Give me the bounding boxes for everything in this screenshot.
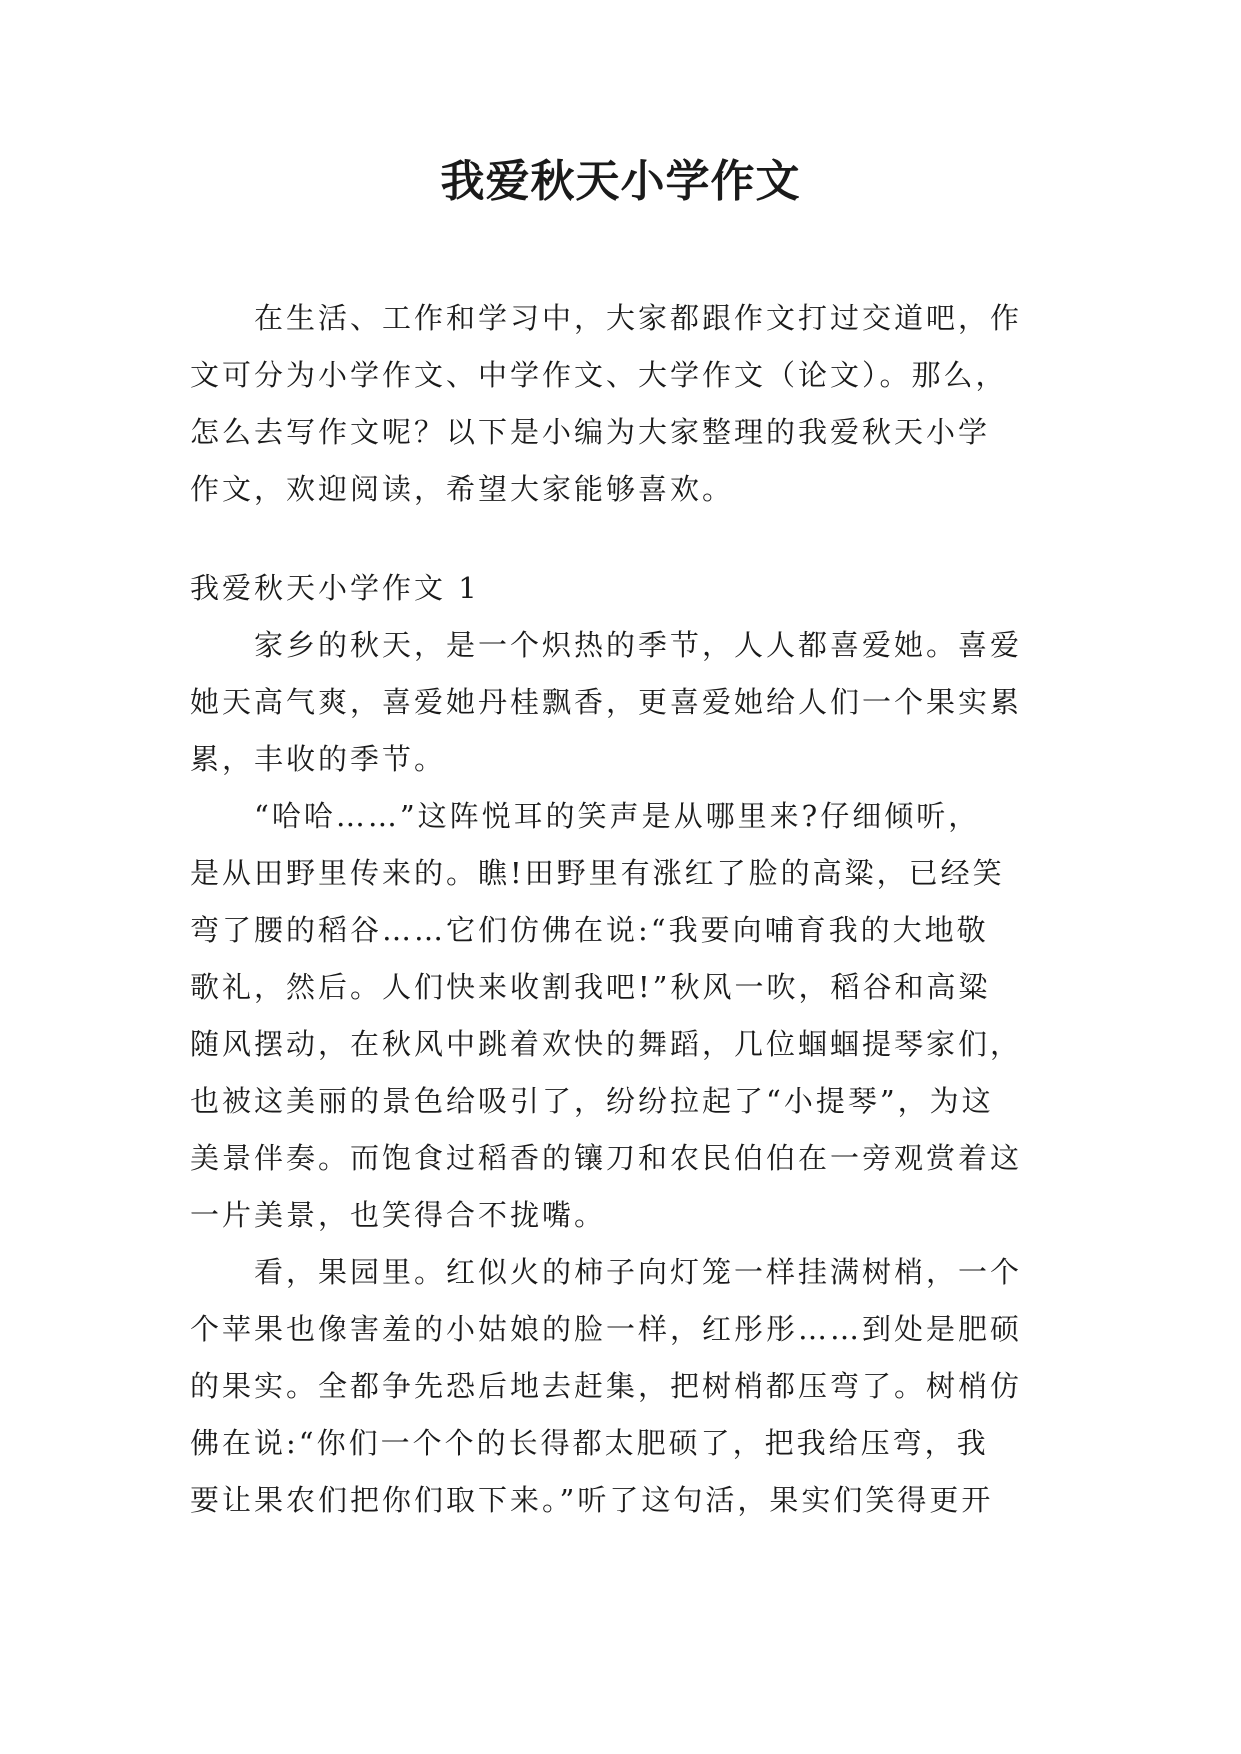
paragraph-line: 看，果园里。红似火的柿子向灯笼一样挂满树梢，一个 [254, 1255, 1023, 1289]
paragraph-line: 要让果农们把你们取下来。”听了这句活，果实们笑得更开 [190, 1483, 994, 1517]
paragraph-line: 美景伴奏。而饱食过稻香的镶刀和农民伯伯在一旁观赏着这 [190, 1141, 1023, 1175]
paragraph-line: 家乡的秋天，是一个炽热的季节，人人都喜爱她。喜爱 [254, 628, 1023, 662]
paragraph-line: “哈哈……”这阵悦耳的笑声是从哪里来?仔细倾听， [254, 799, 981, 833]
spacer [190, 518, 1050, 560]
paragraph-line: 佛在说:“你们一个个的长得都太肥硕了，把我给压弯，我 [190, 1426, 989, 1460]
intro-line: 在生活、工作和学习中，大家都跟作文打过交道吧，作 [254, 301, 1023, 335]
paragraph-1 [190, 617, 1050, 788]
section-heading: 我爱秋天小学作文 1 [190, 571, 480, 605]
paragraph-line: 弯了腰的稻谷……它们仿佛在说:“我要向哺育我的大地敬 [190, 913, 989, 947]
document-title: 我爱秋天小学作文 [440, 156, 801, 207]
paragraph-line: 个苹果也像害羞的小姑娘的脸一样，红彤彤……到处是肥硕 [190, 1312, 1023, 1346]
paragraph-line: 随风摆动，在秋风中跳着欢快的舞蹈，几位蝈蝈提琴家们， [190, 1027, 1023, 1061]
paragraph-3 [190, 1244, 1050, 1529]
paragraph-line: 一片美景，也笑得合不拢嘴。 [190, 1198, 607, 1232]
intro-line: 怎么去写作文呢？以下是小编为大家整理的我爱秋天小学 [190, 415, 991, 449]
paragraph-line: 是从田野里传来的。瞧!田野里有涨红了脸的高粱，已经笑 [190, 856, 1005, 890]
paragraph-line: 歌礼，然后。人们快来收割我吧!”秋风一吹，稻谷和高粱 [190, 970, 991, 1004]
paragraph-line: 累，丰收的季节。 [190, 742, 447, 776]
intro-paragraph [190, 290, 1050, 518]
document-body [190, 290, 1050, 1529]
intro-line: 作文，欢迎阅读，希望大家能够喜欢。 [190, 472, 735, 506]
paragraph-line: 也被这美丽的景色给吸引了，纷纷拉起了“小提琴”，为这 [190, 1084, 994, 1118]
paragraph-line: 她天高气爽，喜爱她丹桂飘香，更喜爱她给人们一个果实累 [190, 685, 1023, 719]
paragraph-2 [190, 788, 1050, 1244]
paragraph-line: 的果实。全都争先恐后地去赶集，把树梢都压弯了。树梢仿 [190, 1369, 1023, 1403]
intro-line: 文可分为小学作文、中学作文、大学作文（论文）。那么， [190, 358, 1008, 392]
